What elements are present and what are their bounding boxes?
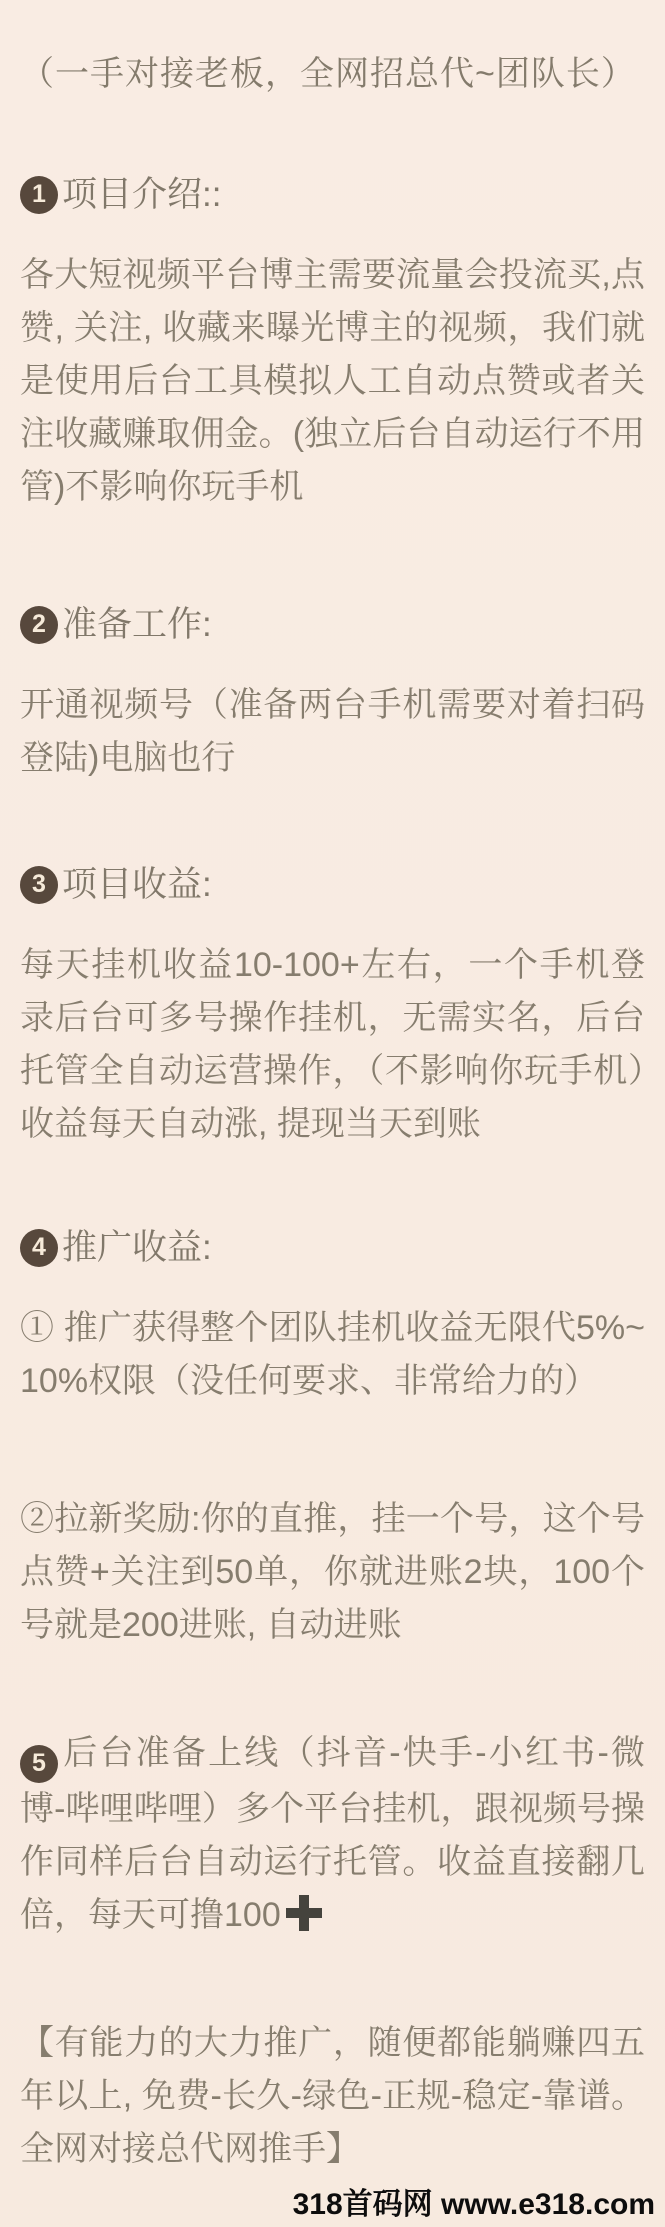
section-heading — [20, 168, 645, 221]
section-project-income — [20, 858, 645, 1151]
circled-number-3-badge: 3 — [20, 866, 58, 904]
section-heading — [20, 598, 645, 651]
paragraph: ②拉新奖励:你的直推，挂一个号，这个号点赞+关注到50单，你就进账2块，100个号就是200进账, 自动进账 — [20, 1500, 645, 1644]
circled-number-1-badge: 1 — [20, 176, 58, 214]
circled-number-4-badge: 4 — [20, 1229, 58, 1267]
section-heading-text: 项目收益: — [62, 865, 212, 904]
paragraph: 开通视频号（准备两台手机需要对着扫码登陆)电脑也行 — [20, 686, 645, 777]
paragraph — [20, 1727, 645, 1942]
footer-note: 【有能力的大力推广，随便都能躺赚四五年以上, 免费-长久-绿色-正规-稳定-靠谱。全网对接总代网推手】 — [20, 2023, 645, 2168]
section-heading-text: 项目介绍:: — [62, 175, 222, 214]
section-heading — [20, 858, 645, 911]
section-promotion-income — [20, 1221, 645, 1652]
section-upcoming-platforms — [20, 1727, 645, 1942]
inline-text: 后台准备上线（抖音-快手-小红书-微博-哔哩哔哩）多个平台挂机，跟视频号操作同样后台自动运行托管。收益直接翻几倍，每天可撸100 — [20, 1734, 645, 1934]
circled-number-2-badge: 2 — [20, 606, 58, 644]
paragraph: 每天挂机收益10-100+左右，一个手机登录后台可多号操作挂机，无需实名，后台托管全自动运营操作，（不影响你玩手机）收益每天自动涨, 提现当天到账 — [20, 946, 645, 1143]
circled-number-5-badge: 5 — [20, 1745, 58, 1783]
section-heading-text: 推广收益: — [62, 1228, 212, 1267]
paragraph: 各大短视频平台博主需要流量会投流买,点赞, 关注, 收藏来曝光博主的视频，我们就是使用后台工具模拟人工自动点赞或者关注收藏赚取佣金。(独立后台自动运行不用管)不影响你玩手机 — [20, 256, 645, 506]
section-heading — [20, 1221, 645, 1274]
plus-icon — [286, 1895, 322, 1931]
section-preparation — [20, 598, 645, 785]
section-heading-text: 准备工作: — [62, 605, 212, 644]
page-title: （一手对接老板，全网招总代~团队长） — [20, 55, 636, 93]
paragraph: ① 推广获得整个团队挂机收益无限代5%~10%权限（没任何要求、非常给力的） — [20, 1309, 645, 1400]
section-project-intro — [20, 168, 645, 514]
watermark: 318首码网 www.e318.com — [292, 2188, 655, 2221]
